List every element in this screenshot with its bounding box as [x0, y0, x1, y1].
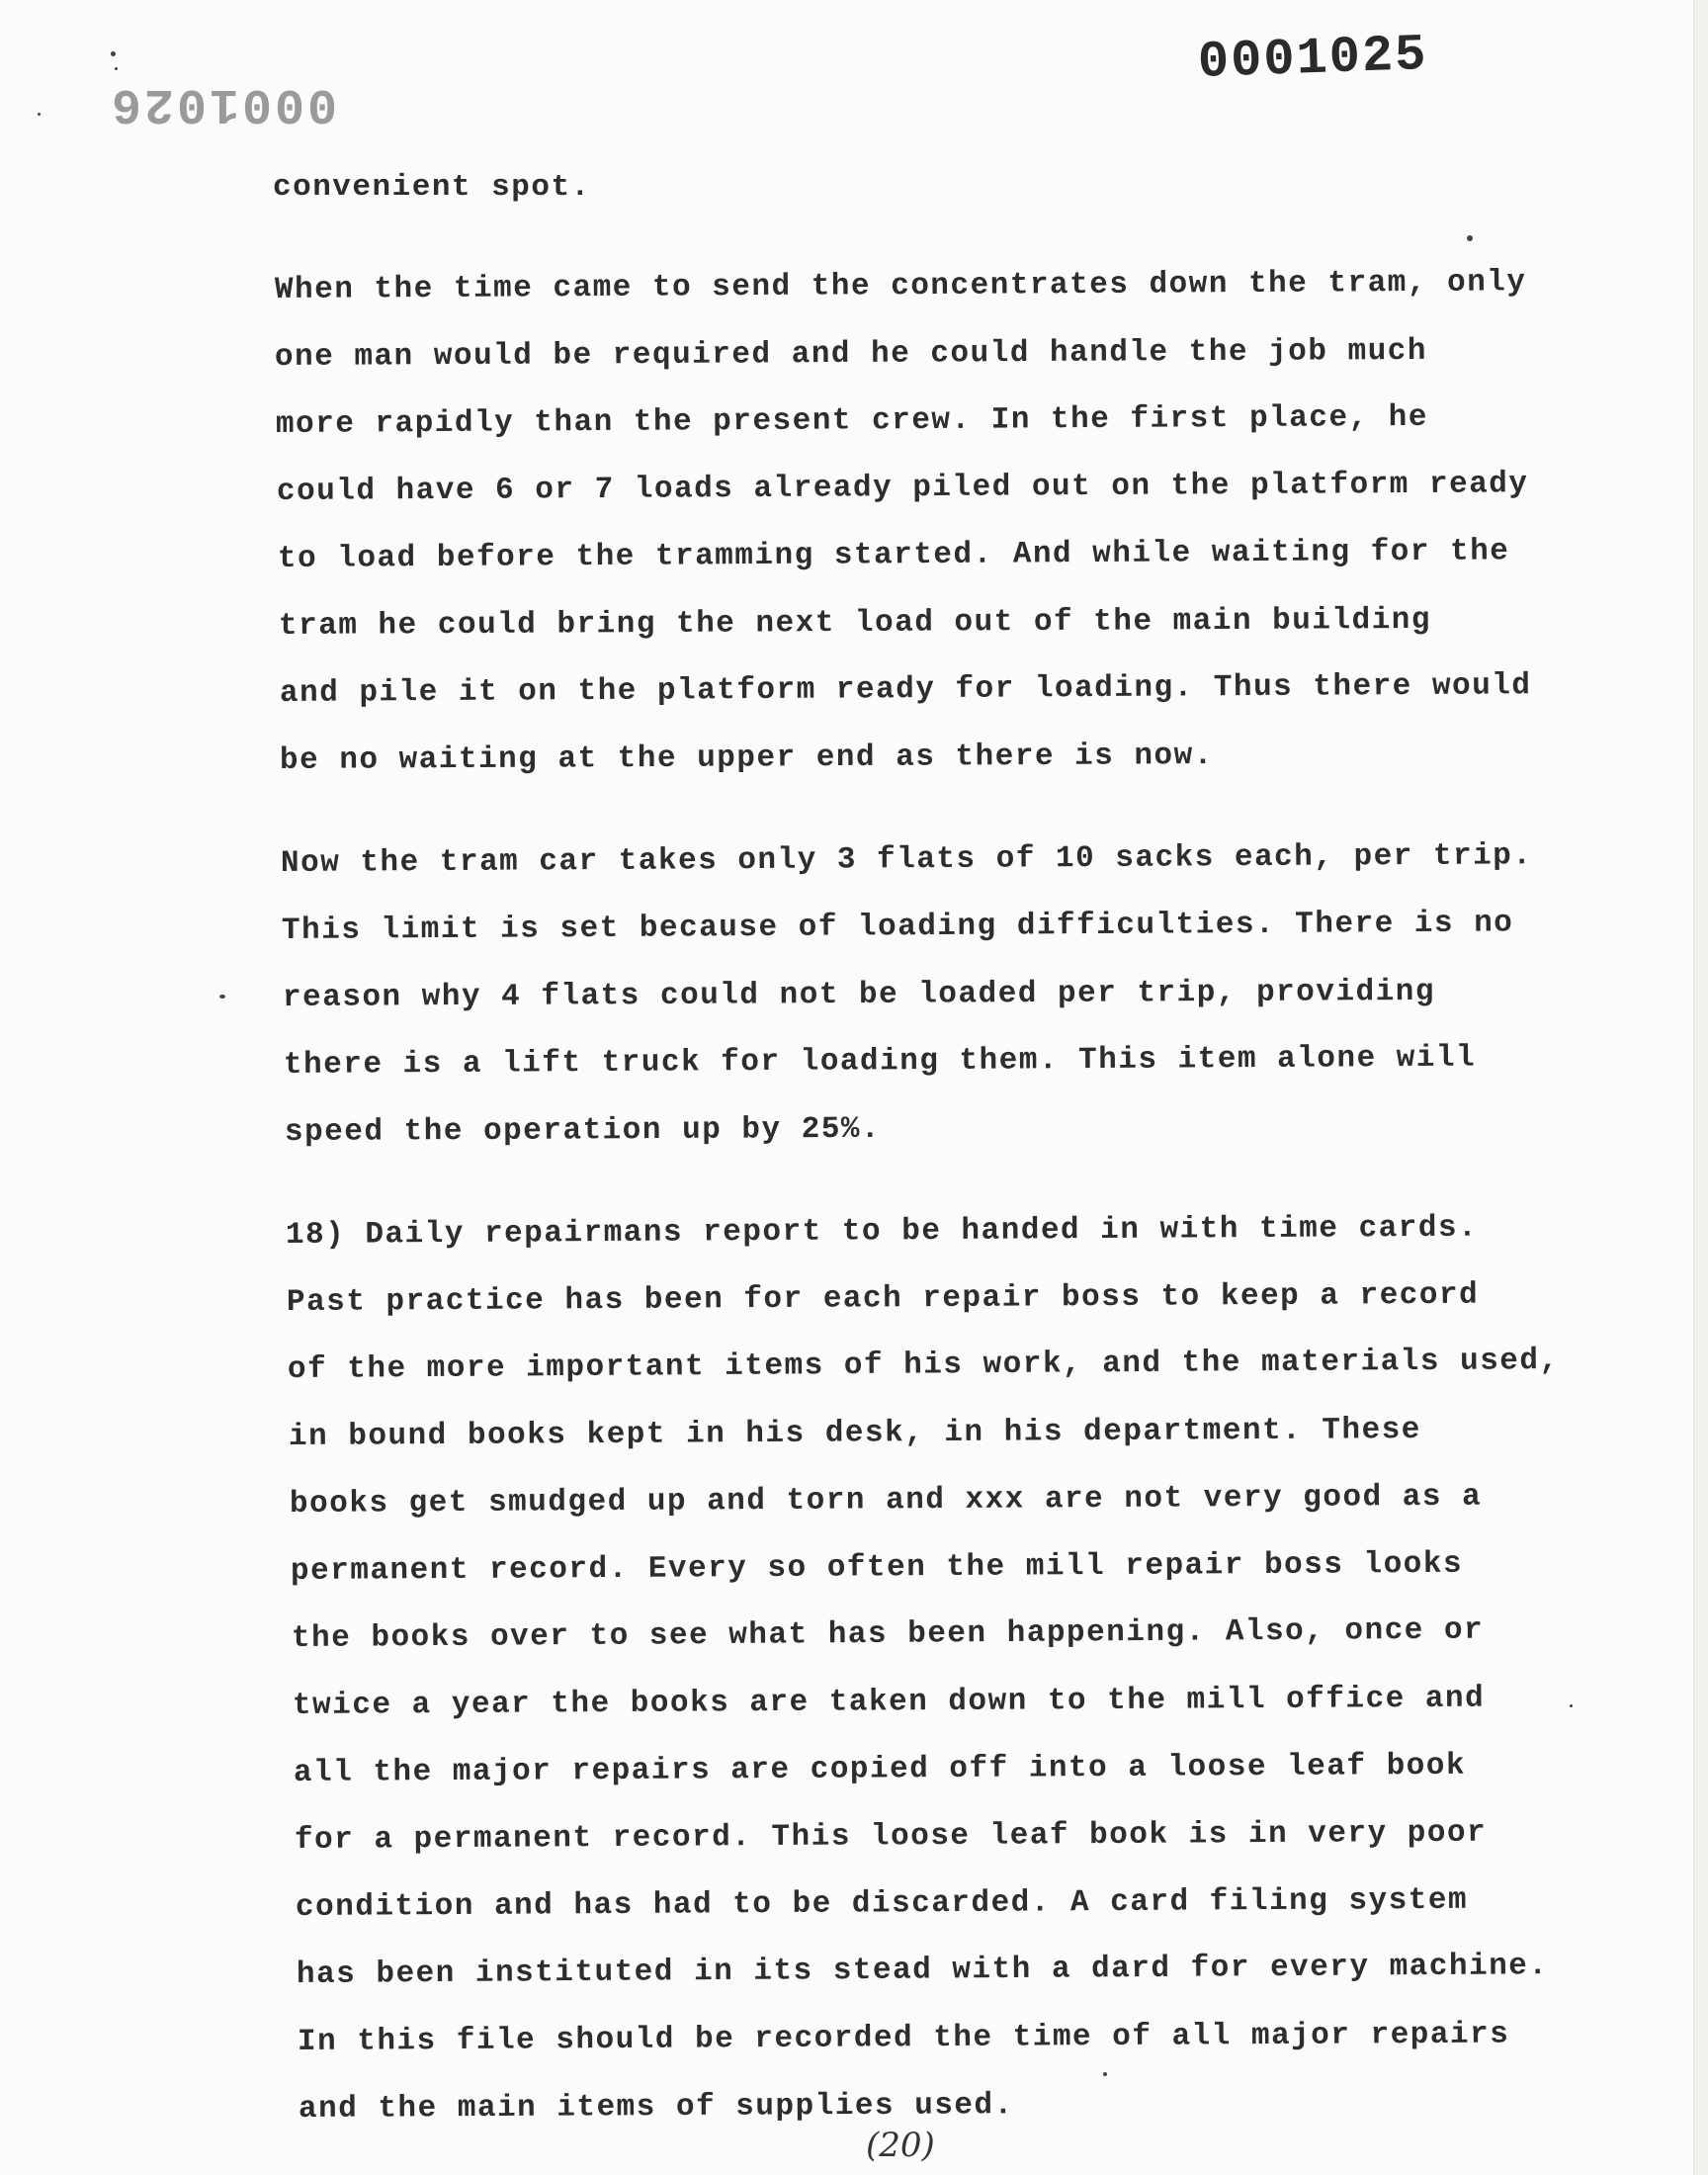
text-line: books get smudged up and torn and xxx are not very good as a: [289, 1479, 1483, 1522]
text-line: Past practice has been for each repair boss to keep a record: [286, 1277, 1480, 1320]
speck-mark: [111, 51, 116, 56]
speck-mark: [38, 113, 41, 116]
page-edge: [1693, 0, 1708, 2175]
text-line: all the major repairs are copied off into a loose leaf book: [293, 1748, 1467, 1790]
text-line: to load before the tramming started. And while waiting for the: [277, 534, 1510, 576]
text-line: In this file should be recorded the time of all major repairs: [297, 2017, 1510, 2059]
text-line: This limit is set because of loading difficulties. There is no: [281, 906, 1514, 948]
text-line: one man would be required and he could handle the job much: [274, 333, 1428, 375]
speck-mark: [219, 995, 225, 999]
speck-mark: [1467, 235, 1473, 241]
speck-mark: [115, 67, 118, 70]
text-line: condition and has had to be discarded. A card filing system: [295, 1882, 1469, 1925]
page-number: (20): [866, 2126, 935, 2165]
text-line: speed the operation up by 25%.: [284, 1111, 882, 1150]
text-line: there is a lift truck for loading them. This item alone will: [283, 1040, 1477, 1083]
text-line: and the main items of supplies used.: [298, 2088, 1014, 2127]
text-line: could have 6 or 7 loads already piled out on the platform ready: [276, 467, 1529, 509]
text-line: convenient spot.: [273, 170, 591, 205]
text-line: for a permanent record. This loose leaf book is in very poor: [294, 1815, 1488, 1858]
text-line: reason why 4 flats could not be loaded per trip, providing: [282, 974, 1436, 1015]
text-line: more rapidly than the present crew. In the first place, he: [275, 399, 1429, 442]
text-line: has been instituted in its stead with a dard for every machine.: [296, 1949, 1549, 1992]
text-line: twice a year the books are taken down to the mill office and: [292, 1681, 1486, 1723]
text-line: When the time came to send the concentrates down the tram, only: [274, 265, 1527, 307]
text-line: in bound books kept in his desk, in his department. These: [288, 1413, 1421, 1454]
text-line: of the more important items of his work, and the materials used,: [287, 1344, 1560, 1387]
text-line: and pile it on the platform ready for loading. Thus there would: [279, 668, 1532, 711]
text-line: permanent record. Every so often the mill repair boss looks: [290, 1546, 1464, 1589]
document-number-stamp: 0001025: [1197, 25, 1429, 93]
text-line: be no waiting at the upper end as there is now.: [279, 739, 1214, 778]
text-line: 18) Daily repairmans report to be handed in with time cards.: [285, 1210, 1479, 1253]
speck-mark: [1570, 1704, 1573, 1707]
speck-mark: [1103, 2072, 1107, 2076]
inverted-document-number-stamp: 0001026: [109, 75, 338, 131]
text-line: Now the tram car takes only 3 flats of 10 sacks each, per trip.: [280, 838, 1533, 881]
text-line: the books over to see what has been happening. Also, once or: [291, 1612, 1485, 1656]
text-line: tram he could bring the next load out of the main building: [278, 602, 1432, 644]
